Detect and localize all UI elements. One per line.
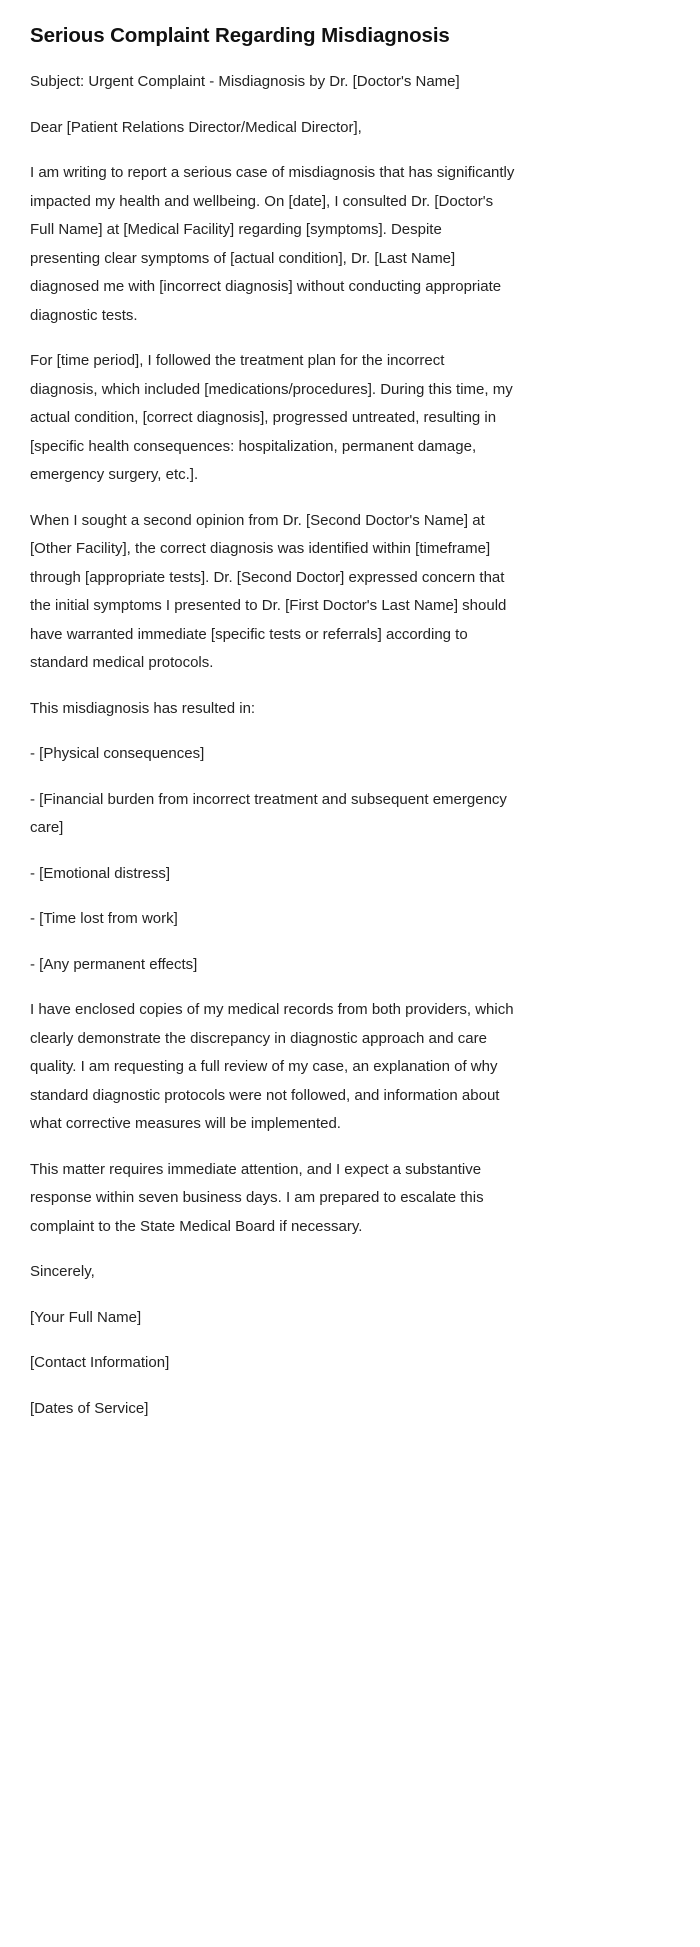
signoff: Sincerely, <box>30 1263 95 1281</box>
list-item: - [Any permanent effects] <box>30 955 198 973</box>
signature-dates: [Dates of Service] <box>30 1399 149 1417</box>
body-paragraph-1: I am writing to report a serious case of misdiagnosis that has significantly impacted my health and wellbeing. On [date], I consulted Dr. [Doctor's Full Name] at [Medical Facility] regarding [symptoms]. Despite presenting clear symptoms of [actual condition], Dr. [Last Name] diagnosed me with [incorrect diagnosis] without conducting appropriate diagnostic tests. <box>30 164 515 324</box>
list-item: - [Financial burden from incorrect treatment and subsequent emergency care] <box>30 790 507 837</box>
signature-contact: [Contact Information] <box>30 1354 170 1372</box>
signature-name: [Your Full Name] <box>30 1308 142 1326</box>
list-item: - [Time lost from work] <box>30 910 178 928</box>
page-title: Serious Complaint Regarding Misdiagnosis <box>30 24 450 47</box>
list-intro: This misdiagnosis has resulted in: <box>30 699 256 717</box>
body-paragraph-2: For [time period], I followed the treatment plan for the incorrect diagnosis, which included [medications/procedures]. During this time, my actual condition, [correct diagnosis], progressed untreated, resulting in [specific health consequences: hospitalization, permanent damage, emergency surgery, etc.]. <box>30 352 513 484</box>
list-item: - [Physical consequences] <box>30 745 205 763</box>
closing-paragraph-1: I have enclosed copies of my medical records from both providers, which clearly demonstrate the discrepancy in diagnostic approach and care quality. I am requesting a full review of my case, an explanation of why standard diagnostic protocols were not followed, and information about what corrective measures will be implemented. <box>30 1001 514 1133</box>
salutation: Dear [Patient Relations Director/Medical Director], <box>30 118 362 136</box>
body-paragraph-3: When I sought a second opinion from Dr. [Second Doctor's Name] at [Other Facility], the correct diagnosis was identified within [timeframe] through [appropriate tests]. Dr. [Second Doctor] expressed concern that the initial symptoms I presented to Dr. [First Doctor's Last Name] should have warranted immediate [specific tests or referrals] according to standard medical protocols. <box>30 511 507 672</box>
closing-paragraph-2: This matter requires immediate attention, and I expect a substantive response within seven business days. I am prepared to escalate this complaint to the State Medical Board if necessary. <box>30 1160 484 1235</box>
subject-line: Subject: Urgent Complaint - Misdiagnosis by Dr. [Doctor's Name] <box>30 73 460 91</box>
list-item: - [Emotional distress] <box>30 864 171 882</box>
